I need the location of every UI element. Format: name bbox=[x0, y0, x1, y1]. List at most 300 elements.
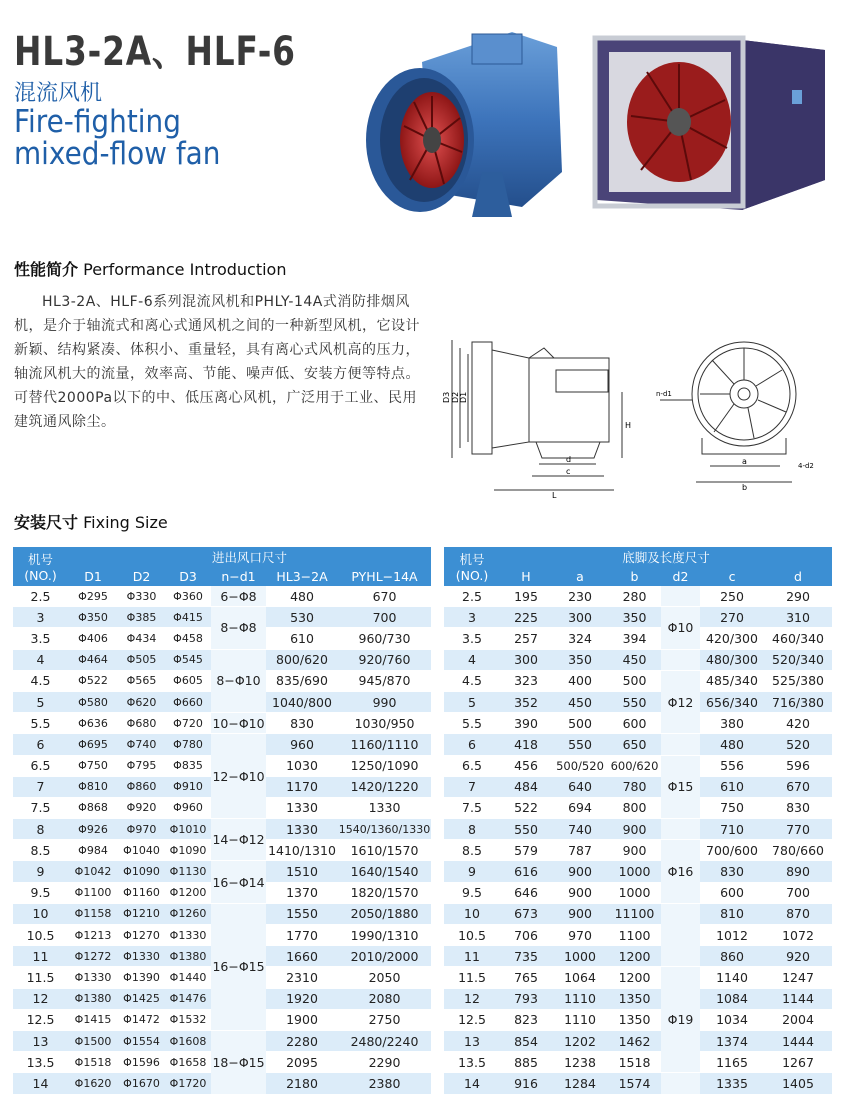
table-cell: Φ1658 bbox=[165, 1052, 211, 1073]
table-cell: 694 bbox=[552, 797, 608, 818]
d2-cell: Φ15 bbox=[661, 755, 700, 819]
fixing-title bbox=[14, 510, 168, 533]
table-cell: 195 bbox=[500, 586, 552, 607]
table-cell: 6.5 bbox=[13, 755, 68, 776]
table-cell: 8 bbox=[444, 819, 500, 840]
table-cell: 9.5 bbox=[13, 882, 68, 903]
table-cell: 1374 bbox=[700, 1030, 764, 1051]
table-cell: Φ385 bbox=[118, 607, 165, 628]
table-cell: Φ1720 bbox=[165, 1073, 211, 1094]
table-cell: 1250/1090 bbox=[338, 755, 431, 776]
d2-cell: Φ12 bbox=[661, 670, 700, 734]
table-cell: 1350 bbox=[608, 988, 661, 1009]
table-cell: Φ1620 bbox=[68, 1073, 118, 1094]
table-cell: 5.5 bbox=[13, 713, 68, 734]
table-cell: Φ605 bbox=[165, 670, 211, 691]
product-name-en: Fire-fighting mixed-flow fan bbox=[14, 104, 221, 172]
table-cell: Φ1330 bbox=[68, 967, 118, 988]
table-cell: 610 bbox=[700, 776, 764, 797]
table-cell: 770 bbox=[764, 819, 832, 840]
table-cell: 610 bbox=[266, 628, 338, 649]
table-cell: 579 bbox=[500, 840, 552, 861]
table-cell: 1510 bbox=[266, 861, 338, 882]
col-header: d bbox=[764, 567, 832, 586]
table-cell: 12 bbox=[13, 988, 68, 1009]
table-cell: 10 bbox=[444, 903, 500, 924]
col-header: b bbox=[608, 567, 661, 586]
table-cell: Φ680 bbox=[118, 713, 165, 734]
table-cell: 900 bbox=[608, 819, 661, 840]
table-row bbox=[444, 628, 832, 649]
nd1-cell: 8−Φ10 bbox=[211, 649, 266, 713]
table-cell: 3 bbox=[444, 607, 500, 628]
table-row bbox=[13, 903, 431, 924]
table-cell: 10.5 bbox=[13, 925, 68, 946]
table-cell: 480 bbox=[266, 586, 338, 607]
table-cell: 522 bbox=[500, 797, 552, 818]
table-cell: 970 bbox=[552, 925, 608, 946]
table-cell: Φ1608 bbox=[165, 1030, 211, 1051]
label-d: d bbox=[566, 455, 572, 464]
d2-cell bbox=[661, 586, 700, 607]
side-view-drawing bbox=[444, 330, 634, 500]
table-cell: 706 bbox=[500, 925, 552, 946]
table-cell: 1410/1310 bbox=[266, 840, 338, 861]
no-header: 机号 (NO.) bbox=[13, 547, 68, 586]
table-cell: 1900 bbox=[266, 1009, 338, 1030]
table-cell: 700 bbox=[338, 607, 431, 628]
table-cell: Φ1415 bbox=[68, 1009, 118, 1030]
table-cell: Φ505 bbox=[118, 649, 165, 670]
col-header: n−d1 bbox=[211, 567, 266, 586]
table-row bbox=[13, 713, 431, 734]
table-row bbox=[444, 925, 832, 946]
table-row bbox=[444, 755, 832, 776]
table-cell: 716/380 bbox=[764, 691, 832, 712]
table-cell: Φ1500 bbox=[68, 1030, 118, 1051]
table-row bbox=[444, 691, 832, 712]
table-row bbox=[444, 649, 832, 670]
table-cell: 1770 bbox=[266, 925, 338, 946]
table-cell: 1030 bbox=[266, 755, 338, 776]
table-cell: 1040/800 bbox=[266, 691, 338, 712]
table-cell: Φ1532 bbox=[165, 1009, 211, 1030]
table-cell: Φ636 bbox=[68, 713, 118, 734]
table-cell: 830 bbox=[764, 797, 832, 818]
table-cell: 1550 bbox=[266, 903, 338, 924]
table-cell: 480/300 bbox=[700, 649, 764, 670]
table-cell: 500 bbox=[552, 713, 608, 734]
table-cell: 670 bbox=[764, 776, 832, 797]
table-cell: 2480/2240 bbox=[338, 1030, 431, 1051]
table-cell: Φ545 bbox=[165, 649, 211, 670]
table-cell: 670 bbox=[338, 586, 431, 607]
table-cell: 1660 bbox=[266, 946, 338, 967]
table-cell: Φ1042 bbox=[68, 861, 118, 882]
table-cell: 257 bbox=[500, 628, 552, 649]
table-cell: Φ1270 bbox=[118, 925, 165, 946]
table-cell: 1920 bbox=[266, 988, 338, 1009]
table-cell: 4.5 bbox=[444, 670, 500, 691]
fixing-title-en: Fixing Size bbox=[83, 513, 168, 532]
table-cell: 2050/1880 bbox=[338, 903, 431, 924]
table-cell: 280 bbox=[608, 586, 661, 607]
table-cell: 5 bbox=[444, 691, 500, 712]
table-cell: 350 bbox=[552, 649, 608, 670]
table-cell: 1030/950 bbox=[338, 713, 431, 734]
table-cell: 394 bbox=[608, 628, 661, 649]
table-cell: Φ740 bbox=[118, 734, 165, 755]
table-cell: 835/690 bbox=[266, 670, 338, 691]
table-cell: 5 bbox=[13, 691, 68, 712]
table-cell: 600/620 bbox=[608, 755, 661, 776]
table-cell: 990 bbox=[338, 691, 431, 712]
table-cell: 1072 bbox=[764, 925, 832, 946]
table-row bbox=[444, 734, 832, 755]
table-row bbox=[444, 713, 832, 734]
table-cell: 450 bbox=[608, 649, 661, 670]
table-cell: 1267 bbox=[764, 1052, 832, 1073]
table-cell: Φ1425 bbox=[118, 988, 165, 1009]
table-cell: 916 bbox=[500, 1073, 552, 1094]
table-cell: 1000 bbox=[552, 946, 608, 967]
table-cell: Φ868 bbox=[68, 797, 118, 818]
table-cell: 1247 bbox=[764, 967, 832, 988]
table-row bbox=[444, 819, 832, 840]
table-cell: Φ1330 bbox=[118, 946, 165, 967]
box-fan-photo bbox=[587, 30, 832, 212]
table-cell: 800/620 bbox=[266, 649, 338, 670]
group-header: 底脚及长度尺寸 bbox=[500, 547, 832, 567]
table-row bbox=[444, 670, 832, 691]
table-cell: Φ860 bbox=[118, 776, 165, 797]
table-cell: 14 bbox=[444, 1073, 500, 1094]
col-header: c bbox=[700, 567, 764, 586]
table-cell: 8 bbox=[13, 819, 68, 840]
table-cell: 1064 bbox=[552, 967, 608, 988]
table-cell: 2095 bbox=[266, 1052, 338, 1073]
table-cell: 13.5 bbox=[13, 1052, 68, 1073]
table-cell: 230 bbox=[552, 586, 608, 607]
table-cell: 1420/1220 bbox=[338, 776, 431, 797]
table-cell: Φ960 bbox=[165, 797, 211, 818]
table-cell: 1110 bbox=[552, 988, 608, 1009]
table-cell: 9 bbox=[13, 861, 68, 882]
table-cell: 640 bbox=[552, 776, 608, 797]
table-cell: 1202 bbox=[552, 1030, 608, 1051]
table-cell: 3 bbox=[13, 607, 68, 628]
table-cell: 8.5 bbox=[444, 840, 500, 861]
table-cell: 2310 bbox=[266, 967, 338, 988]
table-cell: 1000 bbox=[608, 882, 661, 903]
table-cell: 596 bbox=[764, 755, 832, 776]
foot-length-size-table bbox=[444, 547, 832, 1095]
table-cell: Φ1554 bbox=[118, 1030, 165, 1051]
table-cell: 300 bbox=[500, 649, 552, 670]
table-row bbox=[444, 797, 832, 818]
table-cell: Φ660 bbox=[165, 691, 211, 712]
table-cell: Φ970 bbox=[118, 819, 165, 840]
nd1-cell: 6−Φ8 bbox=[211, 586, 266, 607]
col-header: d2 bbox=[661, 567, 700, 586]
table-cell: 1462 bbox=[608, 1030, 661, 1051]
table-cell: 13.5 bbox=[444, 1052, 500, 1073]
table-cell: Φ1260 bbox=[165, 903, 211, 924]
table-cell: 765 bbox=[500, 967, 552, 988]
table-cell: 500 bbox=[608, 670, 661, 691]
table-row bbox=[13, 734, 431, 755]
performance-text: HL3-2A、HLF-6系列混流风机和PHLY-14A式消防排烟风机，是介于轴流式和离心式通风机之间的一种新型风机，它设计新颖、结构紧凑、体积小、重量轻，具有离心式风机高的压力，轴流风机大的流量，效率高、节能、噪声低、安装方便等特点。可替代2000Pa以下的中、低压离心风机，广泛用于工业、民用建筑通风除尘。 bbox=[14, 294, 420, 430]
performance-title bbox=[14, 257, 286, 280]
table-cell: Φ620 bbox=[118, 691, 165, 712]
table-cell: 787 bbox=[552, 840, 608, 861]
table-cell: 8.5 bbox=[13, 840, 68, 861]
table-cell: 885 bbox=[500, 1052, 552, 1073]
table-cell: 9.5 bbox=[444, 882, 500, 903]
table-cell: Φ406 bbox=[68, 628, 118, 649]
table-cell: 525/380 bbox=[764, 670, 832, 691]
table-cell: 793 bbox=[500, 988, 552, 1009]
table-cell: Φ1200 bbox=[165, 882, 211, 903]
table-row bbox=[444, 1073, 832, 1094]
performance-title-cn: 性能简介 bbox=[14, 260, 79, 279]
table-cell: 920 bbox=[764, 946, 832, 967]
table-cell: 420 bbox=[764, 713, 832, 734]
table-cell: 1444 bbox=[764, 1030, 832, 1051]
col-header: D2 bbox=[118, 567, 165, 586]
table-cell: Φ360 bbox=[165, 586, 211, 607]
table-cell: 418 bbox=[500, 734, 552, 755]
table-cell: 450 bbox=[552, 691, 608, 712]
table-cell: 11.5 bbox=[444, 967, 500, 988]
table-cell: 13 bbox=[444, 1030, 500, 1051]
table-cell: 780/660 bbox=[764, 840, 832, 861]
label-c: c bbox=[566, 467, 571, 476]
table-cell: 823 bbox=[500, 1009, 552, 1030]
table-cell: 6.5 bbox=[444, 755, 500, 776]
table-cell: 11 bbox=[13, 946, 68, 967]
table-cell: 530 bbox=[266, 607, 338, 628]
col-header: HL3−2A bbox=[266, 567, 338, 586]
table-cell: Φ750 bbox=[68, 755, 118, 776]
table-cell: 225 bbox=[500, 607, 552, 628]
table-cell: Φ464 bbox=[68, 649, 118, 670]
col-header: D1 bbox=[68, 567, 118, 586]
col-header: PYHL−14A bbox=[338, 567, 431, 586]
table-cell: 3.5 bbox=[444, 628, 500, 649]
table-cell: 1170 bbox=[266, 776, 338, 797]
table-cell: 830 bbox=[266, 713, 338, 734]
table-cell: 2004 bbox=[764, 1009, 832, 1030]
table-cell: 270 bbox=[700, 607, 764, 628]
table-cell: 250 bbox=[700, 586, 764, 607]
table-cell: Φ415 bbox=[165, 607, 211, 628]
table-cell: 945/870 bbox=[338, 670, 431, 691]
table-cell: 900 bbox=[608, 840, 661, 861]
table-cell: 13 bbox=[13, 1030, 68, 1051]
table-cell: 520 bbox=[764, 734, 832, 755]
table-cell: 1165 bbox=[700, 1052, 764, 1073]
table-cell: 420/300 bbox=[700, 628, 764, 649]
performance-title-en: Performance Introduction bbox=[83, 260, 287, 279]
table-cell: 310 bbox=[764, 607, 832, 628]
table-cell: 324 bbox=[552, 628, 608, 649]
table-cell: 2010/2000 bbox=[338, 946, 431, 967]
table-cell: 2290 bbox=[338, 1052, 431, 1073]
d2-cell bbox=[661, 649, 700, 670]
table-cell: 700/600 bbox=[700, 840, 764, 861]
table-cell: 2380 bbox=[338, 1073, 431, 1094]
table-cell: Φ434 bbox=[118, 628, 165, 649]
table-cell: 1330 bbox=[338, 797, 431, 818]
table-cell: 11.5 bbox=[13, 967, 68, 988]
table-cell: Φ1596 bbox=[118, 1052, 165, 1073]
d2-cell bbox=[661, 819, 700, 840]
table-cell: 352 bbox=[500, 691, 552, 712]
table-row bbox=[444, 946, 832, 967]
table-row bbox=[13, 649, 431, 670]
table-cell: Φ695 bbox=[68, 734, 118, 755]
d2-cell bbox=[661, 903, 700, 967]
table-cell: Φ1010 bbox=[165, 819, 211, 840]
table-cell: 1350 bbox=[608, 1009, 661, 1030]
table-cell: 1200 bbox=[608, 967, 661, 988]
nd1-cell: 14−Φ12 bbox=[211, 819, 266, 861]
table-cell: 390 bbox=[500, 713, 552, 734]
table-cell: 400 bbox=[552, 670, 608, 691]
table-cell: 1820/1570 bbox=[338, 882, 431, 903]
label-d3: D3 bbox=[442, 391, 451, 403]
nd1-cell: 12−Φ10 bbox=[211, 734, 266, 819]
table-cell: 1034 bbox=[700, 1009, 764, 1030]
table-cell: 1640/1540 bbox=[338, 861, 431, 882]
table-row bbox=[13, 607, 431, 628]
table-cell: 960 bbox=[266, 734, 338, 755]
table-cell: 2080 bbox=[338, 988, 431, 1009]
table-cell: 7 bbox=[444, 776, 500, 797]
table-cell: 300 bbox=[552, 607, 608, 628]
table-cell: Φ1040 bbox=[118, 840, 165, 861]
table-cell: 1330 bbox=[266, 797, 338, 818]
table-cell: 290 bbox=[764, 586, 832, 607]
table-cell: 1610/1570 bbox=[338, 840, 431, 861]
table-cell: 2180 bbox=[266, 1073, 338, 1094]
table-cell: Φ1390 bbox=[118, 967, 165, 988]
table-cell: 10.5 bbox=[444, 925, 500, 946]
table-row bbox=[444, 1009, 832, 1030]
table-row bbox=[444, 776, 832, 797]
table-cell: 1370 bbox=[266, 882, 338, 903]
table-cell: 646 bbox=[500, 882, 552, 903]
table-cell: Φ1472 bbox=[118, 1009, 165, 1030]
table-cell: 900 bbox=[552, 882, 608, 903]
table-cell: Φ835 bbox=[165, 755, 211, 776]
table-cell: 520/340 bbox=[764, 649, 832, 670]
table-cell: 350 bbox=[608, 607, 661, 628]
nd1-cell: 16−Φ15 bbox=[211, 903, 266, 1030]
table-row bbox=[444, 988, 832, 1009]
nd1-cell: 16−Φ14 bbox=[211, 861, 266, 903]
table-cell: Φ1160 bbox=[118, 882, 165, 903]
table-row bbox=[444, 1030, 832, 1051]
table-cell: Φ350 bbox=[68, 607, 118, 628]
table-cell: Φ458 bbox=[165, 628, 211, 649]
table-cell: 12.5 bbox=[13, 1009, 68, 1030]
table-row bbox=[444, 586, 832, 607]
table-cell: 800 bbox=[608, 797, 661, 818]
table-cell: 1144 bbox=[764, 988, 832, 1009]
table-cell: 854 bbox=[500, 1030, 552, 1051]
table-cell: 1100 bbox=[608, 925, 661, 946]
table-cell: 600 bbox=[700, 882, 764, 903]
table-cell: 2.5 bbox=[444, 586, 500, 607]
table-cell: 616 bbox=[500, 861, 552, 882]
table-cell: 870 bbox=[764, 903, 832, 924]
inlet-outlet-size-table bbox=[13, 547, 431, 1095]
table-cell: 1160/1110 bbox=[338, 734, 431, 755]
nd1-cell: 10−Φ10 bbox=[211, 713, 266, 734]
table-cell: 656/340 bbox=[700, 691, 764, 712]
table-cell: 1200 bbox=[608, 946, 661, 967]
table-cell: Φ1272 bbox=[68, 946, 118, 967]
nd1-cell: 18−Φ15 bbox=[211, 1030, 266, 1094]
table-cell: 14 bbox=[13, 1073, 68, 1094]
table-row bbox=[13, 1030, 431, 1051]
table-cell: Φ1440 bbox=[165, 967, 211, 988]
label-n-d1: n-d1 bbox=[656, 390, 672, 398]
label-4-d2: 4-d2 bbox=[798, 462, 814, 470]
label-a: a bbox=[742, 457, 747, 466]
table-cell: 860 bbox=[700, 946, 764, 967]
table-cell: 900 bbox=[552, 903, 608, 924]
table-cell: 556 bbox=[700, 755, 764, 776]
table-cell: 1330 bbox=[266, 819, 338, 840]
table-cell: Φ926 bbox=[68, 819, 118, 840]
table-cell: 700 bbox=[764, 882, 832, 903]
table-cell: 740 bbox=[552, 819, 608, 840]
table-cell: 2.5 bbox=[13, 586, 68, 607]
table-cell: 1084 bbox=[700, 988, 764, 1009]
col-header: H bbox=[500, 567, 552, 586]
table-row bbox=[444, 967, 832, 988]
table-cell: Φ1670 bbox=[118, 1073, 165, 1094]
table-cell: 960/730 bbox=[338, 628, 431, 649]
table-row bbox=[13, 861, 431, 882]
table-cell: Φ580 bbox=[68, 691, 118, 712]
table-cell: 750 bbox=[700, 797, 764, 818]
table-cell: 1140 bbox=[700, 967, 764, 988]
table-cell: 3.5 bbox=[13, 628, 68, 649]
table-cell: 484 bbox=[500, 776, 552, 797]
table-cell: 920/760 bbox=[338, 649, 431, 670]
table-cell: 1990/1310 bbox=[338, 925, 431, 946]
table-row bbox=[444, 903, 832, 924]
table-cell: Φ1518 bbox=[68, 1052, 118, 1073]
table-cell: 500/520 bbox=[552, 755, 608, 776]
table-cell: 12.5 bbox=[444, 1009, 500, 1030]
group-header: 进出风口尺寸 bbox=[68, 547, 431, 567]
table-cell: Φ1090 bbox=[165, 840, 211, 861]
table-cell: Φ795 bbox=[118, 755, 165, 776]
fixing-title-cn: 安装尺寸 bbox=[14, 513, 79, 532]
label-d2: D2 bbox=[451, 391, 460, 403]
table-cell: Φ720 bbox=[165, 713, 211, 734]
table-cell: 550 bbox=[552, 734, 608, 755]
table-cell: Φ1213 bbox=[68, 925, 118, 946]
table-cell: 456 bbox=[500, 755, 552, 776]
table-cell: 1574 bbox=[608, 1073, 661, 1094]
table-cell: 1238 bbox=[552, 1052, 608, 1073]
